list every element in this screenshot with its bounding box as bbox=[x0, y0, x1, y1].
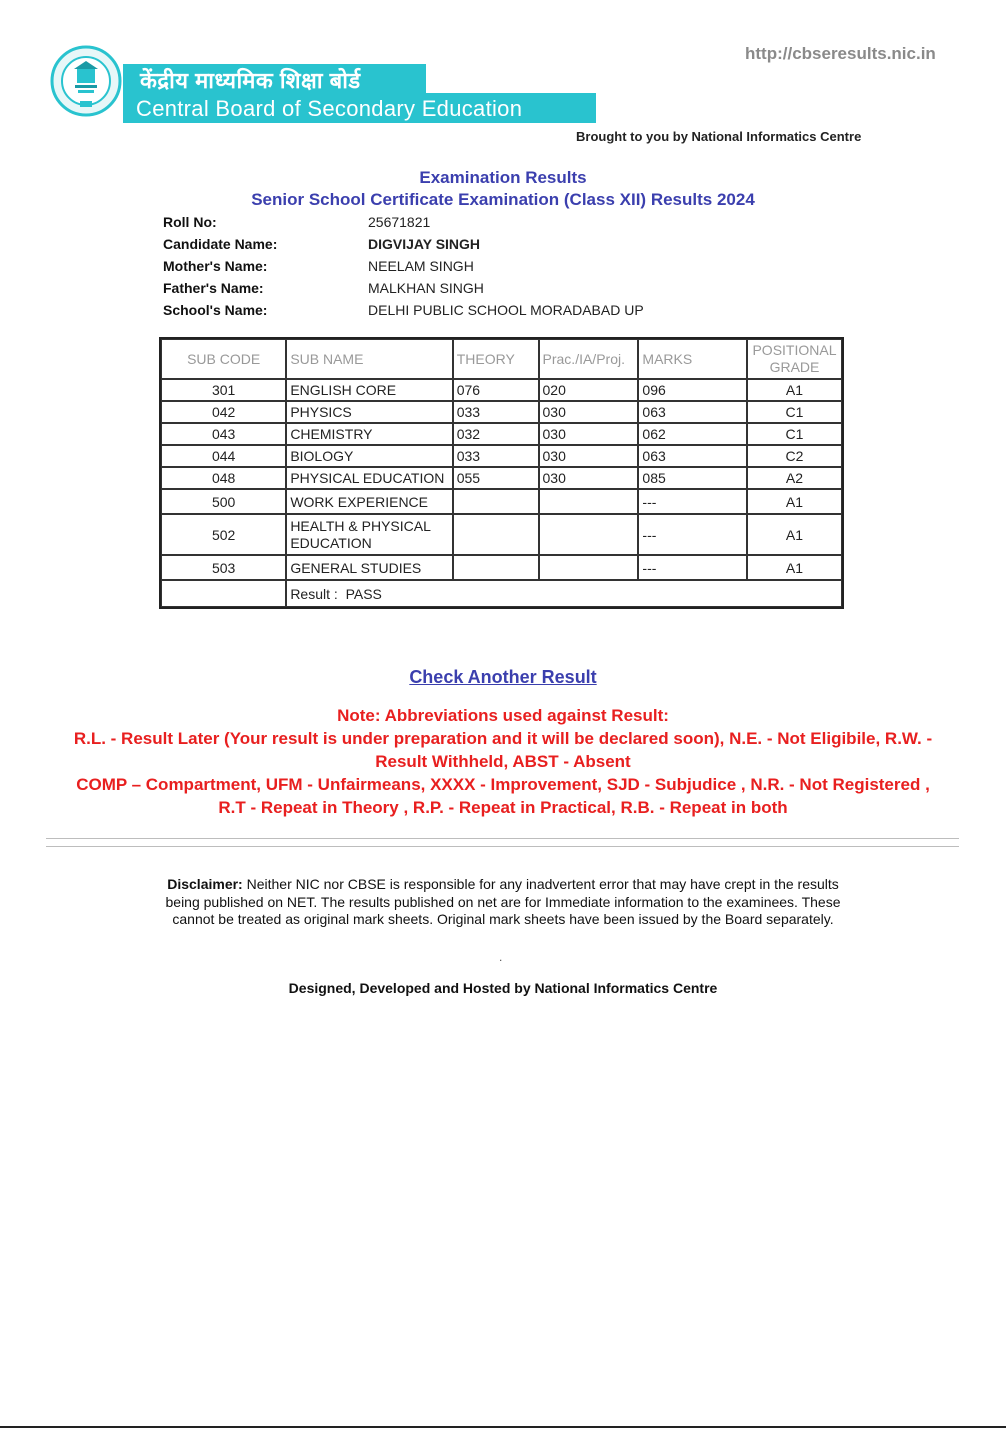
grade-cell: A1 bbox=[747, 514, 842, 555]
sub-code-cell: 048 bbox=[161, 467, 286, 489]
theory-cell: 055 bbox=[453, 467, 539, 489]
site-url: http://cbseresults.nic.in bbox=[745, 44, 936, 63]
grade-cell: A1 bbox=[747, 555, 842, 580]
positional-grade-header bbox=[747, 339, 842, 379]
practical-cell: 030 bbox=[539, 445, 639, 467]
sub-name-header: SUB NAME bbox=[286, 339, 452, 379]
page-bottom-border bbox=[0, 1426, 1006, 1428]
note-title: Note: Abbreviations used against Result: bbox=[337, 706, 669, 725]
roll-no-value: 25671821 bbox=[368, 214, 431, 230]
school-name-label: School's Name: bbox=[163, 302, 268, 318]
sub-name-cell: BIOLOGY bbox=[286, 445, 452, 467]
grade-cell: A2 bbox=[747, 467, 842, 489]
marks-cell: 063 bbox=[638, 401, 747, 423]
grade-cell: C1 bbox=[747, 401, 842, 423]
check-another-result-link[interactable]: Check Another Result bbox=[409, 667, 597, 687]
table-row bbox=[161, 467, 842, 489]
practical-cell bbox=[539, 489, 639, 514]
cbse-logo-icon bbox=[50, 43, 122, 121]
sub-name-cell: CHEMISTRY bbox=[286, 423, 452, 445]
father-name-value: MALKHAN SINGH bbox=[368, 280, 484, 296]
marks-header: MARKS bbox=[638, 339, 747, 379]
result-cell bbox=[286, 580, 842, 607]
grade-cell: C2 bbox=[747, 445, 842, 467]
note-line-1: R.L. - Result Later (Your result is under preparation and it will be declared soon), N.E. - Not Eligibile, R.W. - bbox=[73, 729, 933, 748]
note-line-4: R.T - Repeat in Theory , R.P. - Repeat in Practical, R.B. - Repeat in both bbox=[218, 798, 788, 817]
sub-name-cell: GENERAL STUDIES bbox=[286, 555, 452, 580]
theory-cell: 076 bbox=[453, 379, 539, 401]
grade-cell: A1 bbox=[747, 379, 842, 401]
result-value: PASS bbox=[345, 585, 382, 602]
sub-name-cell: ENGLISH CORE bbox=[286, 379, 452, 401]
table-header-row bbox=[161, 339, 842, 379]
sub-name-cell: PHYSICS bbox=[286, 401, 452, 423]
disclaimer-label: Disclaimer: bbox=[167, 876, 243, 892]
table-row bbox=[161, 423, 842, 445]
hindi-title: केंद्रीय माध्यमिक शिक्षा बोर्ड bbox=[140, 68, 361, 93]
table-row bbox=[161, 445, 842, 467]
sub-code-header: SUB CODE bbox=[161, 339, 286, 379]
grade-cell: C1 bbox=[747, 423, 842, 445]
positional-grade-header-line1: POSITIONAL bbox=[752, 342, 837, 358]
sub-name-cell: PHYSICAL EDUCATION bbox=[286, 467, 452, 489]
designed-by-text: Designed, Developed and Hosted by National Informatics Centre bbox=[288, 980, 718, 996]
sub-code-cell: 500 bbox=[161, 489, 286, 514]
note-line-2: Result Withheld, ABST - Absent bbox=[375, 752, 631, 771]
marks-cell: 096 bbox=[638, 379, 747, 401]
mother-name-value: NEELAM SINGH bbox=[368, 258, 474, 274]
roll-no-label: Roll No: bbox=[163, 214, 217, 230]
marks-cell: --- bbox=[638, 489, 747, 514]
marks-table bbox=[159, 337, 844, 609]
sub-code-cell: 042 bbox=[161, 401, 286, 423]
marks-cell: 063 bbox=[638, 445, 747, 467]
theory-cell bbox=[453, 489, 539, 514]
practical-cell: 030 bbox=[539, 401, 639, 423]
candidate-name-value: DIGVIJAY SINGH bbox=[368, 236, 481, 252]
disclaimer-text: Neither NIC nor CBSE is responsible for any inadvertent error that may have crept in the results being published on NET. The results published on net are for Immediate information to the examinees. These cannot be treated as original mark sheets. Original mark sheets have been issued by the Board separately. bbox=[165, 876, 841, 927]
mother-name-label: Mother's Name: bbox=[163, 258, 268, 274]
table-row bbox=[161, 379, 842, 401]
father-name-label: Father's Name: bbox=[163, 280, 264, 296]
table-row bbox=[161, 555, 842, 580]
sub-name-cell: HEALTH & PHYSICAL EDUCATION bbox=[286, 514, 452, 555]
exam-name-title: Senior School Certificate Examination (Class XII) Results 2024 bbox=[251, 190, 755, 209]
candidate-name-label: Candidate Name: bbox=[163, 236, 278, 252]
marks-cell: 062 bbox=[638, 423, 747, 445]
sub-code-cell: 043 bbox=[161, 423, 286, 445]
practical-cell bbox=[539, 555, 639, 580]
marks-cell: --- bbox=[638, 555, 747, 580]
separator-dot: . bbox=[499, 950, 503, 964]
marks-cell: --- bbox=[638, 514, 747, 555]
theory-cell: 032 bbox=[453, 423, 539, 445]
theory-cell: 033 bbox=[453, 445, 539, 467]
theory-cell: 033 bbox=[453, 401, 539, 423]
theory-cell bbox=[453, 555, 539, 580]
theory-cell bbox=[453, 514, 539, 555]
sub-name-cell: WORK EXPERIENCE bbox=[286, 489, 452, 514]
school-name-value: DELHI PUBLIC SCHOOL MORADABAD UP bbox=[368, 302, 644, 318]
divider-top bbox=[46, 838, 959, 839]
practical-cell: 030 bbox=[539, 423, 639, 445]
result-empty-cell bbox=[161, 580, 286, 607]
divider-bottom bbox=[46, 846, 959, 847]
sub-code-cell: 044 bbox=[161, 445, 286, 467]
theory-header: THEORY bbox=[453, 339, 539, 379]
table-row bbox=[161, 489, 842, 514]
table-row bbox=[161, 401, 842, 423]
exam-results-title: Examination Results bbox=[419, 168, 587, 187]
practical-cell: 030 bbox=[539, 467, 639, 489]
practical-cell: 020 bbox=[539, 379, 639, 401]
result-row bbox=[161, 580, 842, 607]
disclaimer bbox=[163, 876, 843, 929]
table-row bbox=[161, 514, 842, 555]
grade-cell: A1 bbox=[747, 489, 842, 514]
sub-code-cell: 503 bbox=[161, 555, 286, 580]
practical-header: Prac./IA/Proj. bbox=[539, 339, 639, 379]
result-label: Result : bbox=[290, 585, 338, 602]
sub-code-cell: 301 bbox=[161, 379, 286, 401]
marks-cell: 085 bbox=[638, 467, 747, 489]
practical-cell bbox=[539, 514, 639, 555]
note-line-3: COMP – Compartment, UFM - Unfairmeans, XXXX - Improvement, SJD - Subjudice , N.R. - Not Registered , bbox=[76, 775, 930, 794]
sub-code-cell: 502 bbox=[161, 514, 286, 555]
brought-by-text: Brought to you by National Informatics Centre bbox=[576, 129, 862, 144]
english-title: Central Board of Secondary Education bbox=[136, 96, 523, 121]
positional-grade-header-line2: GRADE bbox=[769, 359, 820, 375]
